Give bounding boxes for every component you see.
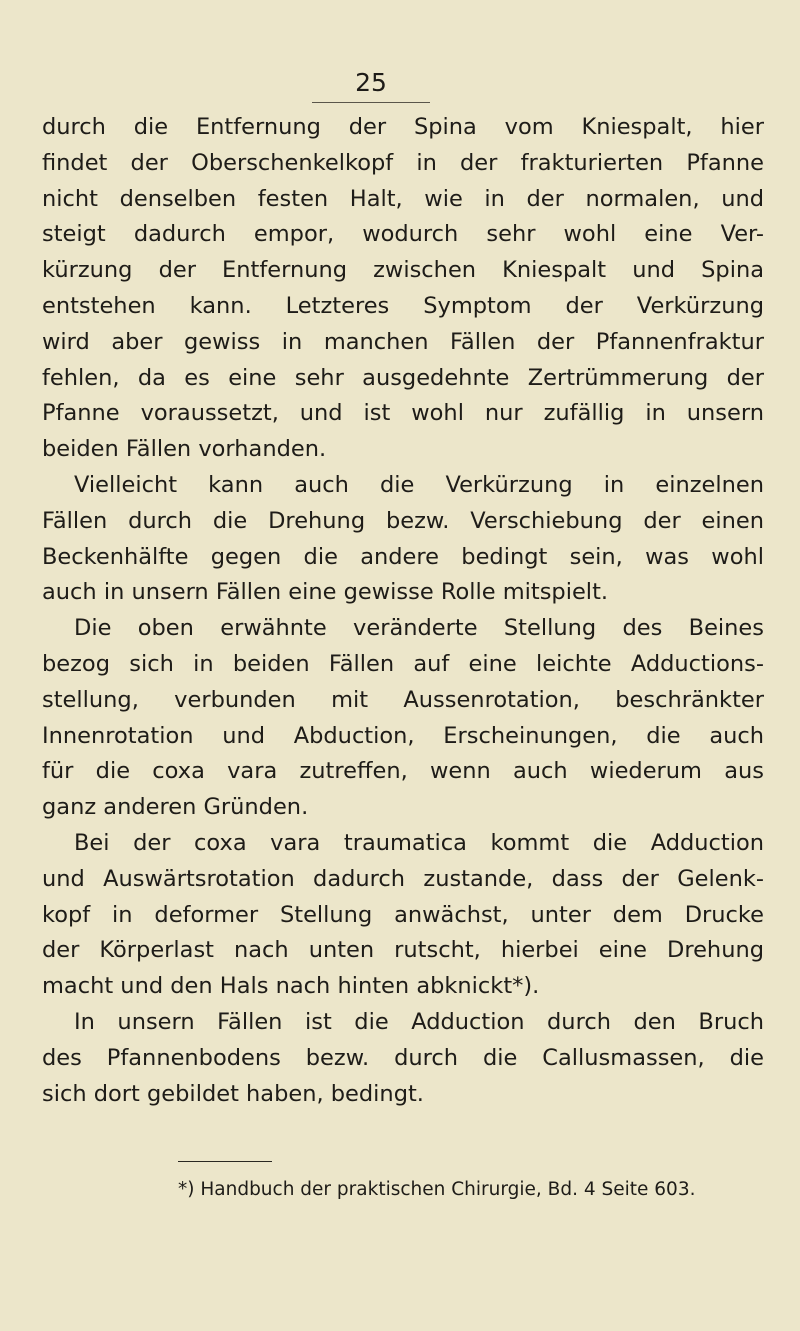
text-line: findet der Oberschenkelkopf in der frakturierten Pfanne [42,149,764,176]
text-line: Fällen durch die Drehung bezw. Verschiebung der einen [42,507,764,534]
text-line: bezog sich in beiden Fällen auf eine leichte Adductions- [42,650,764,677]
text-line: stellung, verbunden mit Aussenrotation, beschränkter [42,686,764,713]
text-line: Die oben erwähnte veränderte Stellung des Beines [74,615,764,642]
text-line: für die coxa vara zutreffen, wenn auch wiederum aus [42,758,764,785]
text-line: beiden Fällen vorhanden. [42,436,327,463]
text-line: Pfanne voraussetzt, und ist wohl nur zufällig in unsern [42,400,764,427]
text-line: Vielleicht kann auch die Verkürzung in einzelnen [74,471,764,498]
text-line: steigt dadurch empor, wodurch sehr wohl eine Ver- [42,221,764,248]
page-number: 25 [312,68,430,103]
text-line: kürzung der Entfernung zwischen Kniespalt und Spina [42,257,764,284]
text-line: der Körperlast nach unten rutscht, hierbei eine Drehung [42,937,764,964]
text-line: macht und den Hals nach hinten abknickt*). [42,973,540,1000]
text-line: auch in unsern Fällen eine gewisse Rolle mitspielt. [42,579,609,606]
text-line: ganz anderen Gründen. [42,794,309,821]
text-line: und Auswärtsrotation dadurch zustande, dass der Gelenk- [42,865,764,892]
text-line: Beckenhälfte gegen die andere bedingt sein, was wohl [42,543,764,570]
text-line: nicht denselben festen Halt, wie in der normalen, und [42,185,764,212]
footnote: *) Handbuch der praktischen Chirurgie, Bd. 4 Seite 603. [178,1179,696,1200]
text-line: Bei der coxa vara traumatica kommt die Adduction [74,829,764,856]
text-line: wird aber gewiss in manchen Fällen der Pfannenfraktur [42,328,764,355]
text-line: kopf in deformer Stellung anwächst, unter dem Drucke [42,901,764,928]
footnote-rule [178,1161,272,1162]
body-text [42,110,764,1112]
text-line: entstehen kann. Letzteres Symptom der Verkürzung [42,292,764,319]
text-line: In unsern Fällen ist die Adduction durch den Bruch [74,1008,764,1035]
text-line: sich dort gebildet haben, bedingt. [42,1080,424,1107]
text-line: des Pfannenbodens bezw. durch die Callusmassen, die [42,1044,764,1071]
text-line: durch die Entfernung der Spina vom Kniespalt, hier [42,114,764,140]
text-line: Innenrotation und Abduction, Erscheinungen, die auch [42,722,764,749]
text-line: fehlen, da es eine sehr ausgedehnte Zertrümmerung der [42,364,764,391]
